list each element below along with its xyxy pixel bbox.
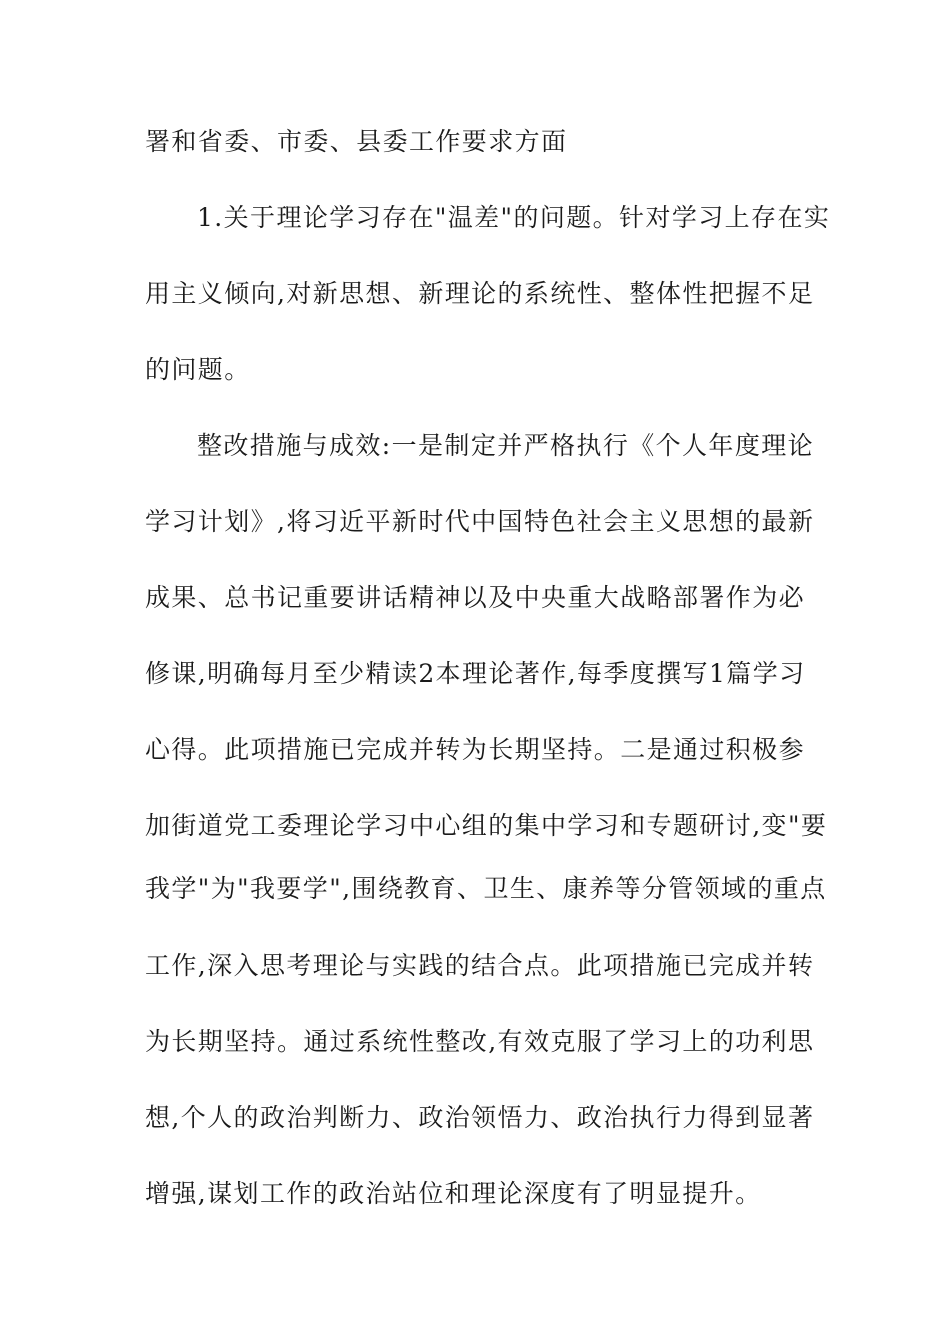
paragraph-2-line-7: 我学"为"我要学",围绕教育、卫生、康养等分管领域的重点 xyxy=(145,874,827,903)
paragraph-2-line-2: 学习计划》,将习近平新时代中国特色社会主义思想的最新 xyxy=(145,507,815,536)
paragraph-2-line-10: 想,个人的政治判断力、政治领悟力、政治执行力得到显著 xyxy=(145,1103,815,1132)
paragraph-1-line-3: 的问题。 xyxy=(145,355,251,384)
paragraph-1-line-2: 用主义倾向,对新思想、新理论的系统性、整体性把握不足 xyxy=(145,279,815,308)
paragraph-2-line-9: 为长期坚持。通过系统性整改,有效克服了学习上的功利思 xyxy=(145,1027,815,1056)
paragraph-2-line-1: 整改措施与成效:一是制定并严格执行《个人年度理论 xyxy=(197,431,815,460)
paragraph-2-line-6: 加街道党工委理论学习中心组的集中学习和专题研讨,变"要 xyxy=(145,811,828,840)
paragraph-2-line-3: 成果、总书记重要讲话精神以及中央重大战略部署作为必 xyxy=(145,583,806,612)
text-line-1: 署和省委、市委、县委工作要求方面 xyxy=(145,127,568,156)
paragraph-2-line-8: 工作,深入思考理论与实践的结合点。此项措施已完成并转 xyxy=(145,951,815,980)
paragraph-1-line-1: 1.关于理论学习存在"温差"的问题。针对学习上存在实 xyxy=(197,203,831,232)
paragraph-2-line-4: 修课,明确每月至少精读2本理论著作,每季度撰写1篇学习 xyxy=(145,659,806,688)
paragraph-2-line-11: 增强,谋划工作的政治站位和理论深度有了明显提升。 xyxy=(145,1179,762,1208)
paragraph-2-line-5: 心得。此项措施已完成并转为长期坚持。二是通过积极参 xyxy=(145,735,806,764)
